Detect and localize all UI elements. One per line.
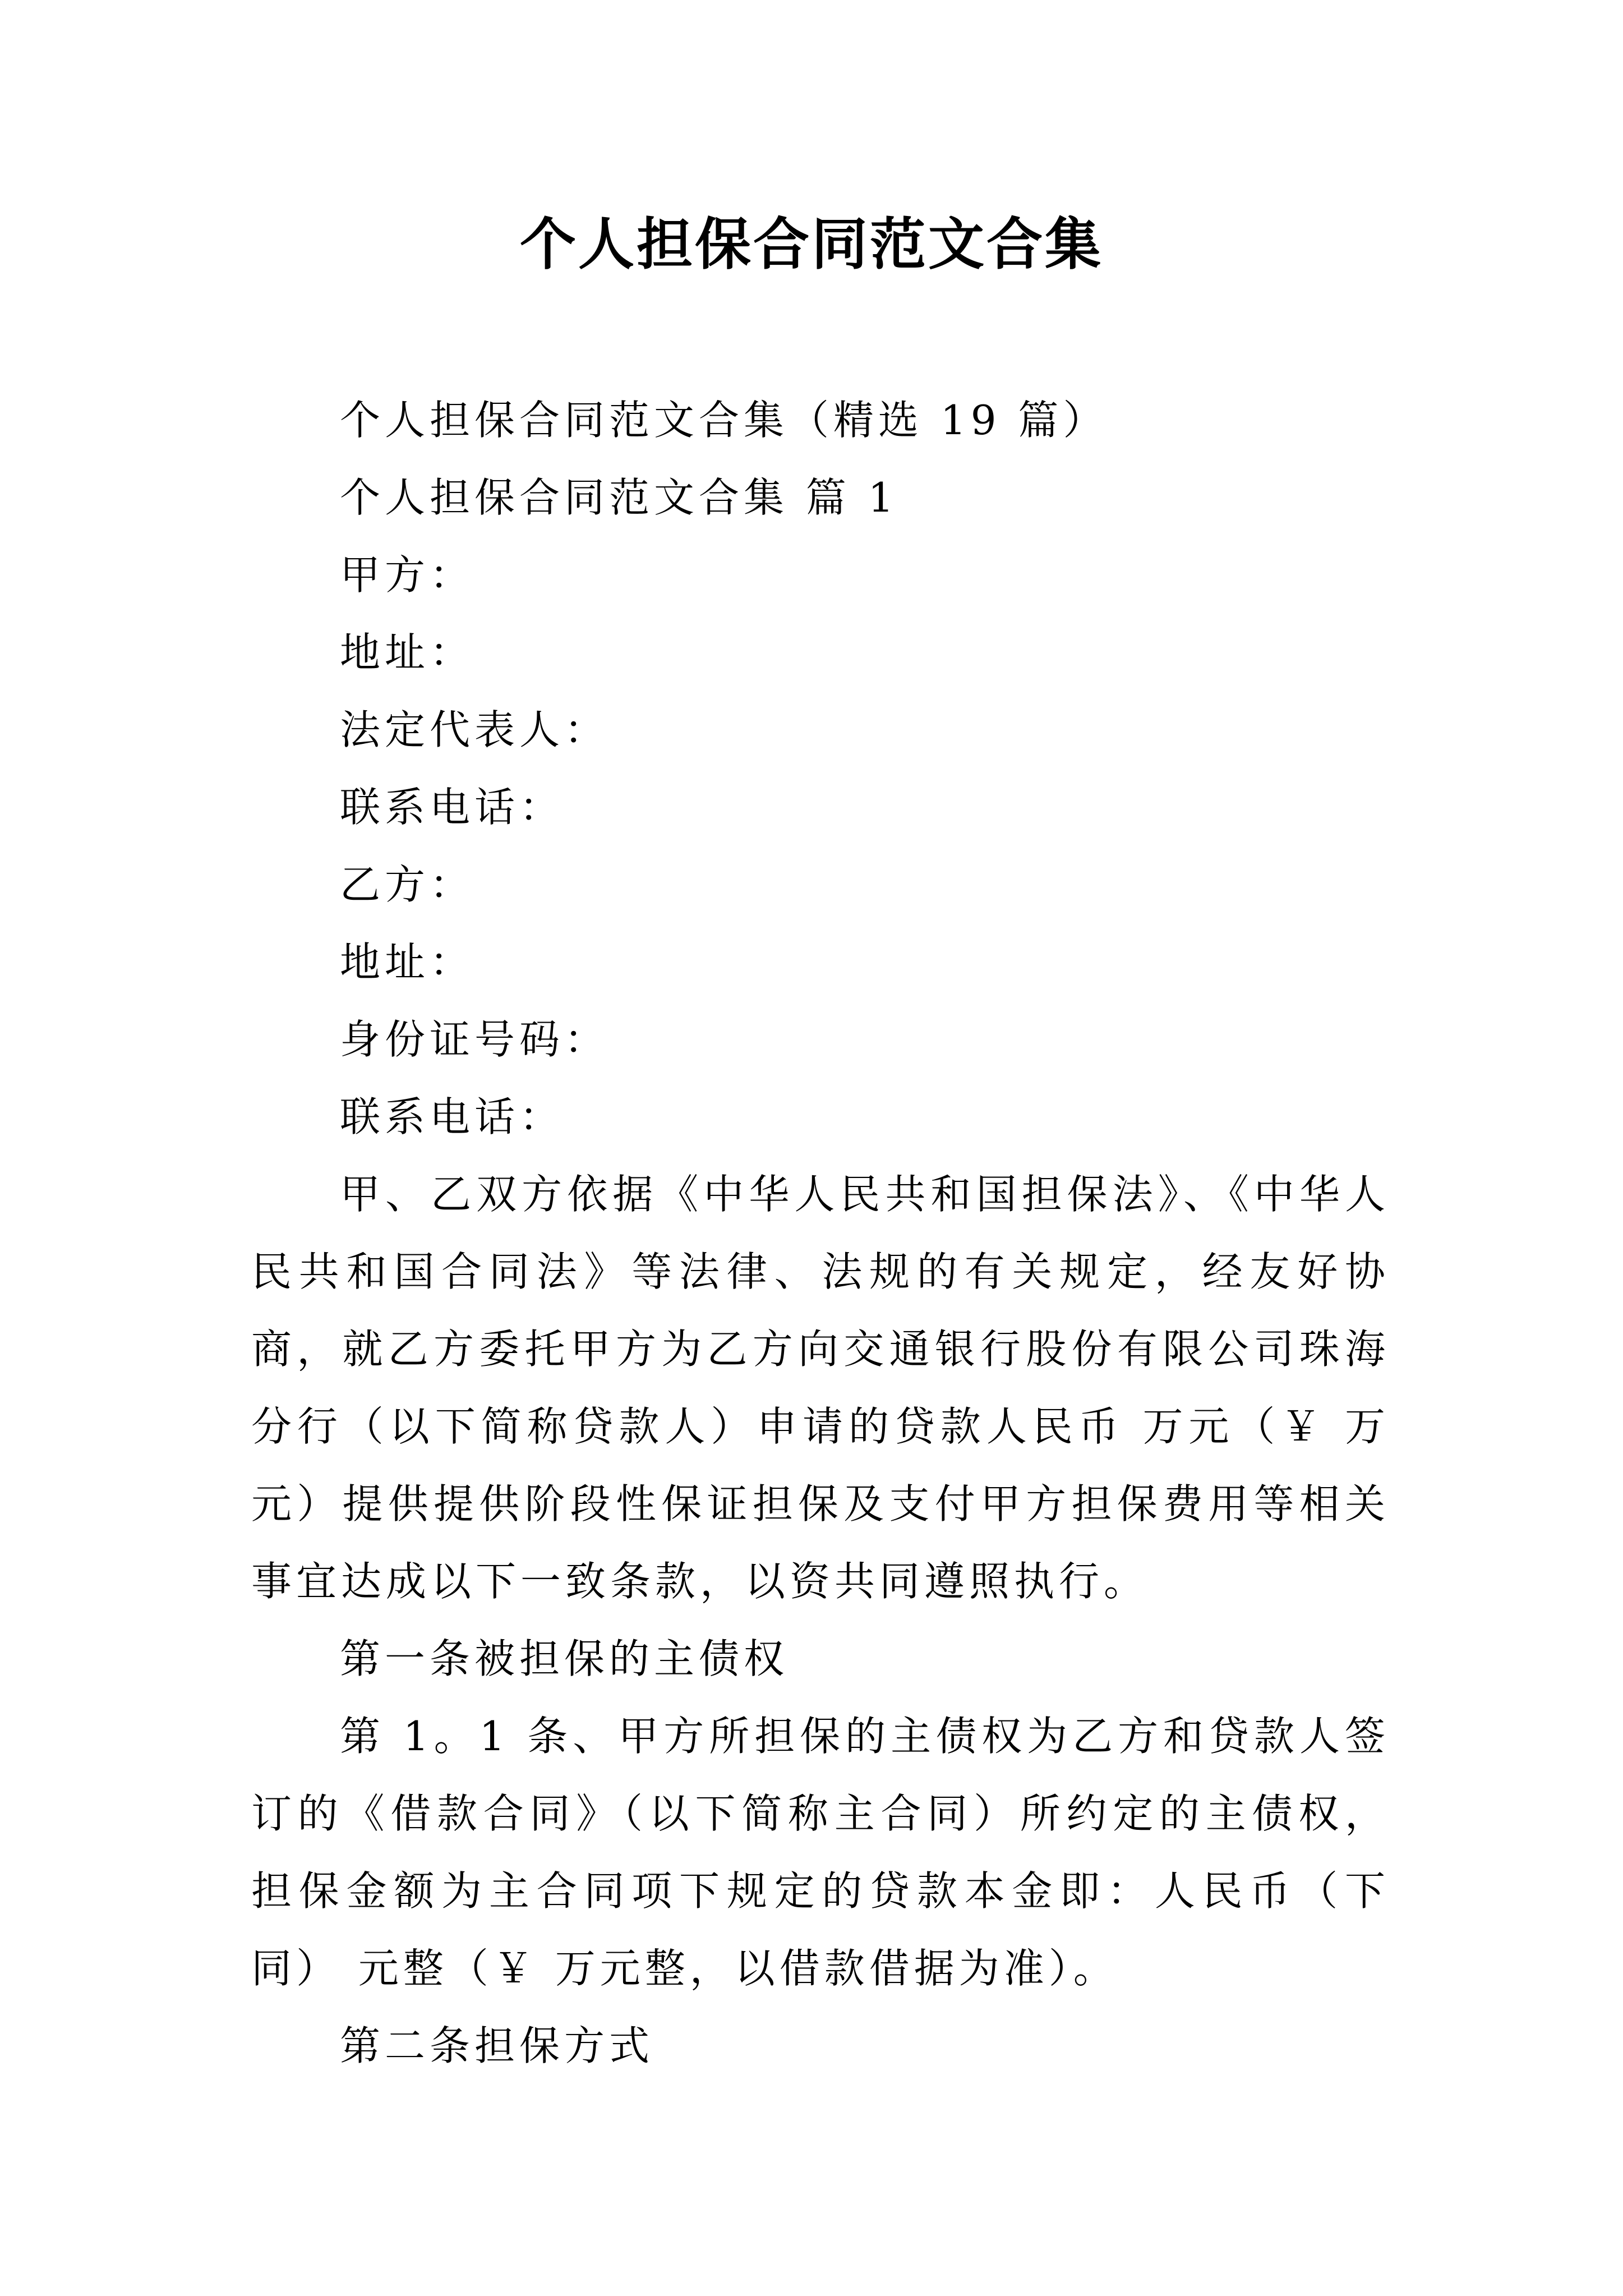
article-1-heading: 第一条被担保的主债权 [340,1635,789,1682]
party-a-label: 甲方： [340,551,475,599]
intro-paragraph: 甲、乙双方依据《中华人民共和国担保法》、《中华人民共和国合同法》等法律、法规的有关规定，经友好协商，就乙方委托甲方为乙方向交通银行股份有限公司珠海分行（以下简称贷款人）申请的贷款人民币 万元（￥ 万元）提供提供阶段性保证担保及支付甲方担保费用等相关事宜达成以下一致条款，以资共同遵照执行。 [251,1171,1390,1605]
party-a-address-label: 地址： [340,629,475,676]
party-b-address-label: 地址： [340,938,475,986]
party-b-label: 乙方： [340,861,475,908]
subtitle: 个人担保合同范文合集（精选 19 篇） [340,397,1108,444]
party-a-phone-label: 联系电话： [340,784,565,831]
section-heading: 个人担保合同范文合集 篇 1 [340,474,898,521]
document-title: 个人担保合同范文合集 [520,211,1103,277]
party-b-id-label: 身份证号码： [340,1016,610,1063]
document-body [251,381,1390,2085]
party-a-legal-rep-label: 法定代表人： [340,706,610,753]
article-2-heading: 第二条担保方式 [340,2022,654,2069]
party-b-phone-label: 联系电话： [340,1093,565,1140]
article-1-clause: 第 1。1 条、甲方所担保的主债权为乙方和贷款人签订的《借款合同》（以下简称主合同）所约定的主债权，担保金额为主合同项下规定的贷款本金即：人民币（下同） 元整（￥ 万元整，以借款借据为准）。 [251,1713,1390,1992]
